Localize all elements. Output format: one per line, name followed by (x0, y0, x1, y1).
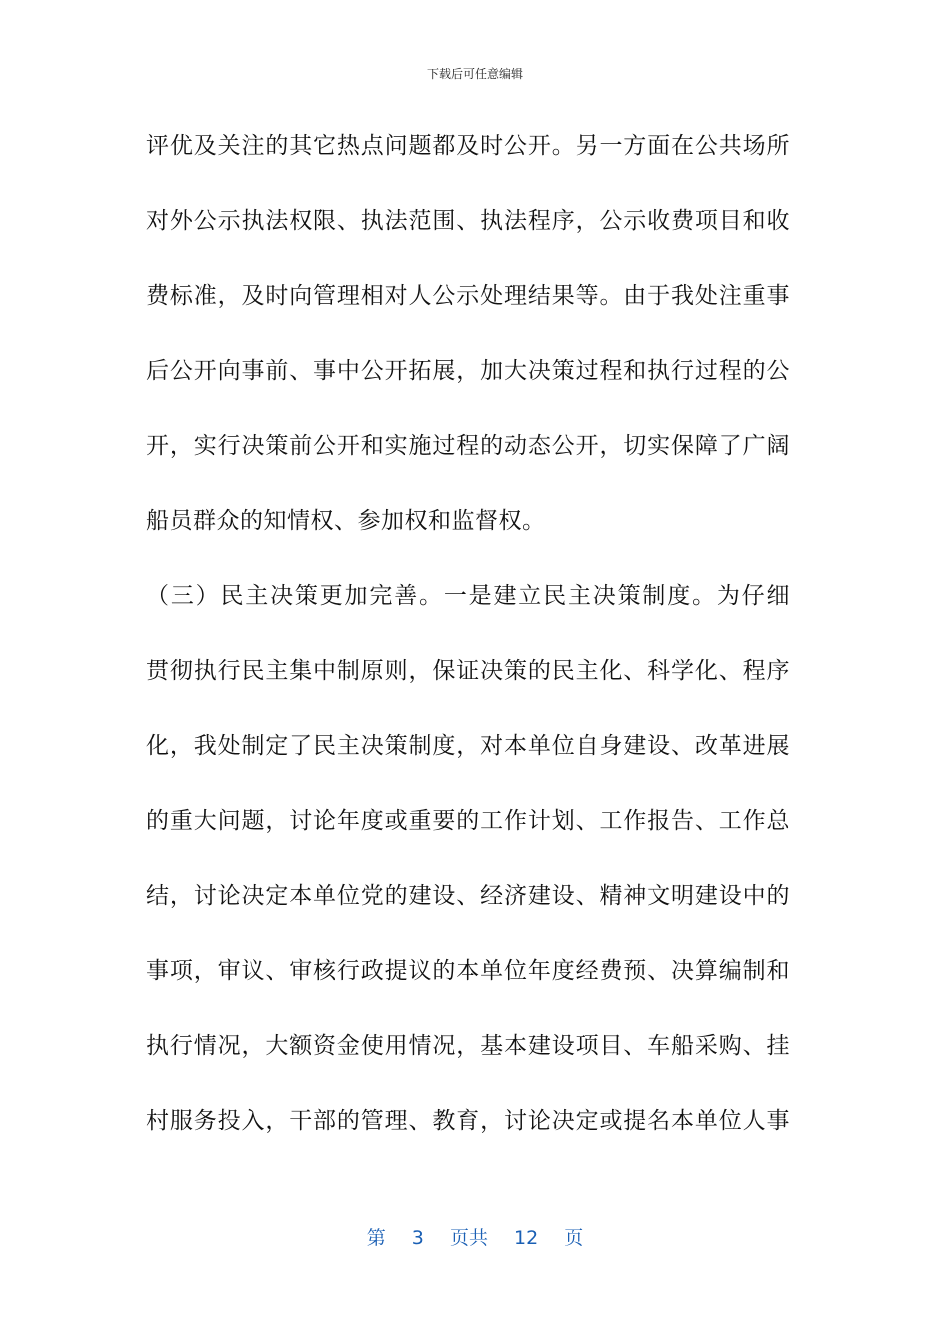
text-line: 事项，审议、审核行政提议的本单位年度经费预、决算编制和 (146, 958, 790, 984)
text-line: 评优及关注的其它热点问题都及时公开。另一方面在公共场所 (146, 133, 790, 159)
footer-middle: 页共 (449, 1227, 488, 1249)
page-number-footer (0, 1224, 950, 1252)
text-line: 费标准，及时向管理相对人公示处理结果等。由于我处注重事 (146, 283, 790, 309)
page-header: 下载后可任意编辑 (426, 67, 523, 81)
text-line: 贯彻执行民主集中制原则，保证决策的民主化、科学化、程序 (146, 658, 790, 684)
text-line: （三）民主决策更加完善。一是建立民主决策制度。为仔细 (146, 583, 790, 609)
total-page-count: 12 (514, 1227, 539, 1249)
text-line: 的重大问题，讨论年度或重要的工作计划、工作报告、工作总 (146, 808, 790, 834)
current-page-number: 3 (411, 1227, 424, 1249)
text-line: 化，我处制定了民主决策制度，对本单位自身建设、改革进展 (146, 733, 790, 759)
text-line: 结，讨论决定本单位党的建设、经济建设、精神文明建设中的 (146, 883, 790, 909)
footer-prefix: 第 (366, 1227, 386, 1249)
text-line: 后公开向事前、事中公开拓展，加大决策过程和执行过程的公 (146, 358, 790, 384)
text-line: 船员群众的知情权、参加权和监督权。 (146, 508, 546, 534)
footer-suffix: 页 (564, 1227, 584, 1249)
text-line: 对外公示执法权限、执法范围、执法程序，公示收费项目和收 (146, 208, 790, 234)
text-line: 村服务投入，干部的管理、教育，讨论决定或提名本单位人事 (146, 1108, 790, 1134)
document-body (146, 120, 790, 1170)
text-line: 开，实行决策前公开和实施过程的动态公开，切实保障了广阔 (146, 433, 790, 459)
text-line: 执行情况，大额资金使用情况，基本建设项目、车船采购、挂 (146, 1033, 790, 1059)
